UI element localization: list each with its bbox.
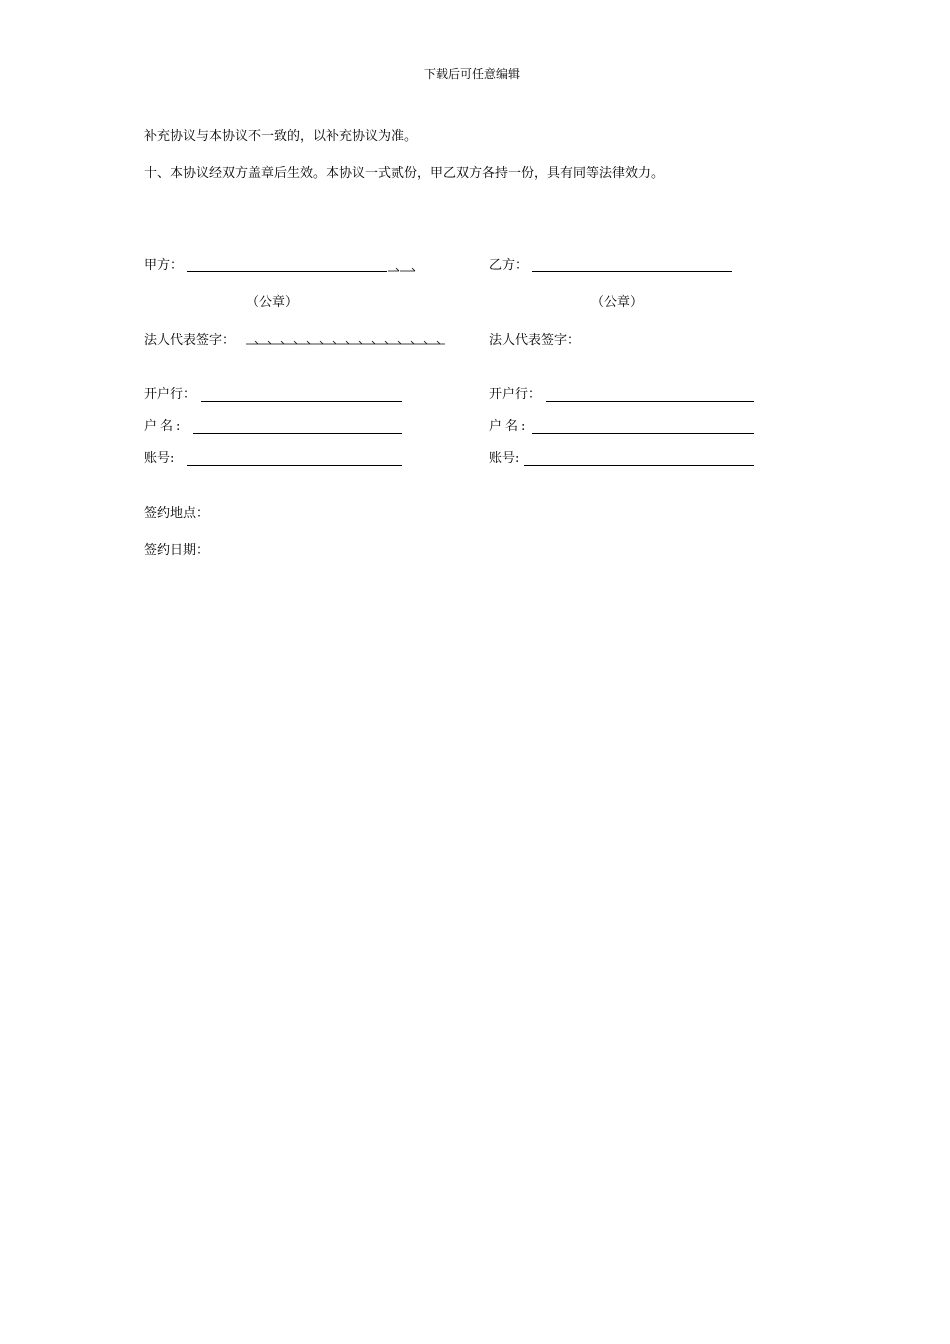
paragraph-supplementary: 补充协议与本协议不一致的，以补充协议为准。 — [144, 129, 418, 144]
party-b-account-no-label: 账号: — [489, 451, 520, 466]
party-b-label: 乙方： — [489, 258, 529, 273]
party-a-account-no-line — [187, 465, 402, 466]
party-b-account-name-label: 户名: — [489, 419, 529, 434]
party-b-bank-line — [546, 401, 754, 402]
party-a-seal: （公章） — [246, 295, 299, 310]
party-a-account-name-line — [193, 433, 402, 434]
party-a-account-no-label: 账号: — [144, 451, 175, 466]
party-b-name-line — [532, 271, 732, 272]
party-a-account-name-label: 户名: — [144, 419, 184, 434]
party-a-rep-sign-label: 法人代表签字： — [144, 333, 236, 348]
party-a-bank-line — [201, 401, 402, 402]
paragraph-clause-ten: 十、本协议经双方盖章后生效。本协议一式贰份，甲乙双方各持一份，具有同等法律效力。 — [144, 166, 665, 181]
party-a-rep-sign-arrows — [245, 339, 447, 347]
party-b-rep-sign-label: 法人代表签字： — [489, 333, 581, 348]
signing-place-label: 签约地点： — [144, 506, 210, 521]
signing-date-label: 签约日期： — [144, 543, 210, 558]
party-b-seal: （公章） — [591, 295, 644, 310]
party-a-label: 甲方： — [144, 258, 184, 273]
party-a-tab-arrows — [387, 265, 419, 273]
party-b-bank-label: 开户行： — [489, 387, 542, 402]
party-a-bank-label: 开户行： — [144, 387, 197, 402]
party-b-account-no-line — [524, 465, 754, 466]
page-header: 下载后可任意编辑 — [424, 67, 521, 81]
party-b-account-name-line — [532, 433, 754, 434]
party-a-name-line — [187, 271, 387, 272]
